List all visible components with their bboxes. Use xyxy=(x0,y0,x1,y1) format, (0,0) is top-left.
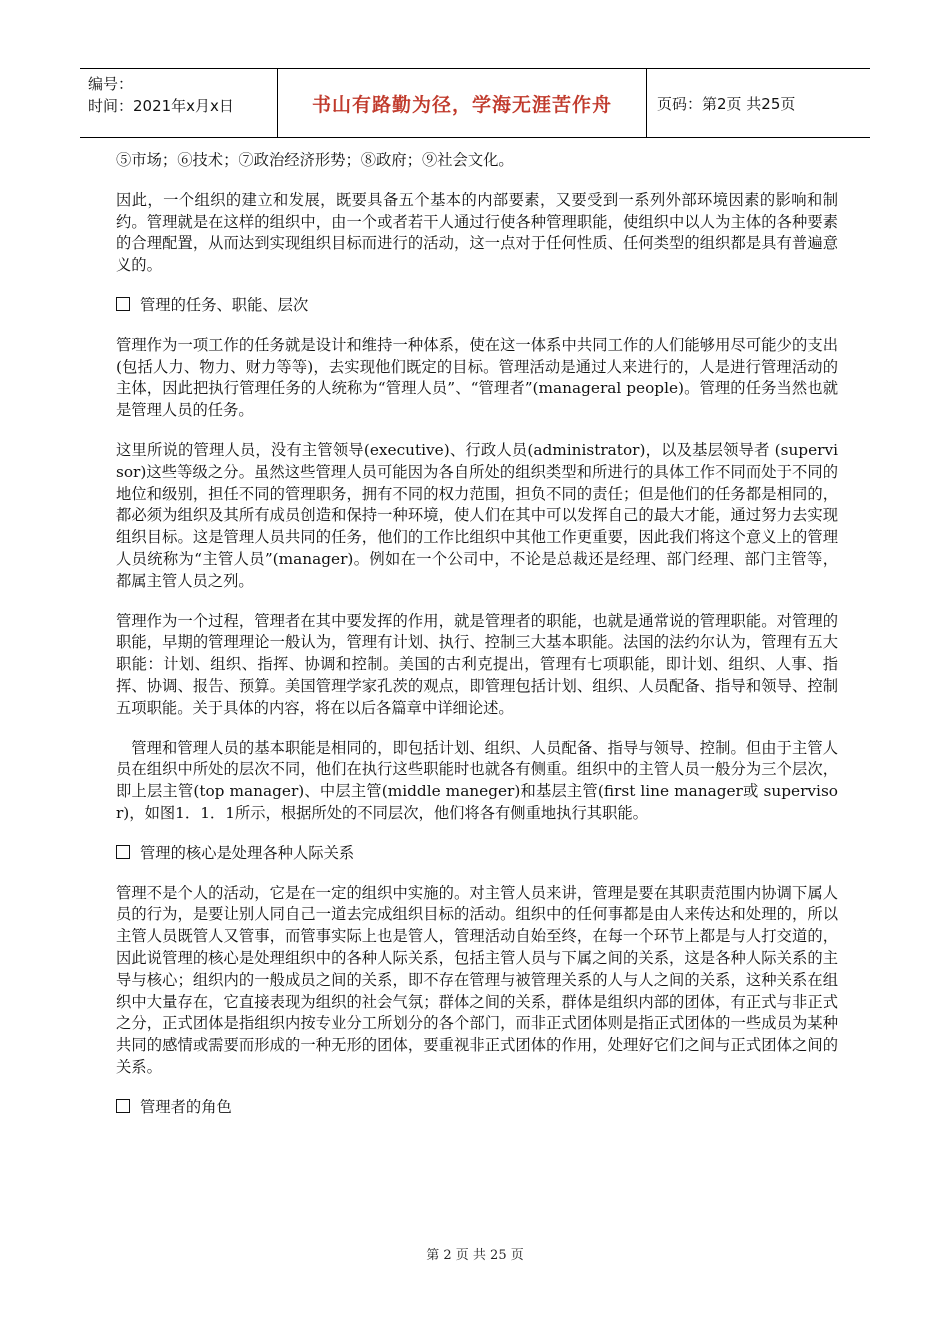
checkbox-square-icon xyxy=(116,1099,130,1113)
paragraph: ⑤市场；⑥技术；⑦政治经济形势；⑧政府；⑨社会文化。 xyxy=(116,151,514,169)
header-motto: 书山有路勤为径，学海无涯苦作舟 xyxy=(277,69,647,137)
header-page-info: 页码：第2页 共25页 xyxy=(657,94,796,113)
paragraph: 管理作为一项工作的任务就是设计和维持一种体系，使在这一体系中共同工作的人们能够用尽可能少的支出(包括人力、物力、财力等等)，去实现他们既定的目标。管理活动是通过人来进行的，人是进行管理活动的主体，因此把执行管理任务的人统称为“管理人员”、“管理者”(manageral people)。管理的任务当然也就是管理人员的任务。 xyxy=(116,335,838,420)
header-meta xyxy=(80,69,277,137)
paragraph: 管理作为一个过程，管理者在其中要发挥的作用，就是管理者的职能，也就是通常说的管理职能。对管理的职能，早期的管理理论一般认为，管理有计划、执行、控制三大基本职能。法国的法约尔认为，管理有五大职能：计划、组织、指挥、协调和控制。美国的古利克提出，管理有七项职能，即计划、组织、人事、指挥、协调、报告、预算。美国管理学家孔茨的观点，即管理包括计划、组织、人员配备、指导和领导、控制五项职能。关于具体的内容，将在以后各篇章中详细论述。 xyxy=(116,611,838,717)
section-heading xyxy=(116,1097,838,1119)
paragraph: 这里所说的管理人员，没有主管领导(executive)、行政人员(administrator)，以及基层领导者 (supervisor)这些等级之分。虽然这些管理人员可能因为各自所处的组织类型和所进行的具体工作不同而处于不同的地位和级别，担任不同的管理职务，拥有不同的权力范围，担负不同的责任；但是他们的任务都是相同的，都必须为组织及其所有成员创造和保持一种环境，使人们在其中可以发挥自己的最大才能，通过努力去实现组织目标。这是管理人员共同的任务，他们的工作比组织中其他工作更重要，因此我们将这个意义上的管理人员统称为“主管人员”(manager)。例如在一个公司中，不论是总裁还是经理、部门经理、部门主管等，都属主管人员之列。 xyxy=(116,440,838,590)
document-number: 编号： xyxy=(88,75,134,93)
page-header xyxy=(80,68,870,138)
section-heading-text: 管理的任务、职能、层次 xyxy=(140,295,309,314)
page-footer: 第 2 页 共 25 页 xyxy=(426,1248,524,1263)
document-date: 时间：2021年x月x日 xyxy=(88,97,234,115)
section-heading-text: 管理的核心是处理各种人际关系 xyxy=(140,843,355,862)
checkbox-square-icon xyxy=(116,845,130,859)
paragraph: 管理不是个人的活动，它是在一定的组织中实施的。对主管人员来讲，管理是要在其职责范围内协调下属人员的行为，是要让别人同自己一道去完成组织目标的活动。组织中的任何事都是由人来传达和处理的，所以主管人员既管人又管事，而管事实际上也是管人，管理活动自始至终，在每一个环节上都是与人打交道的，因此说管理的核心是处理组织中的各种人际关系，包括主管人员与下属之间的关系，这是各种人际关系的主导与核心；组织内的一般成员之间的关系，即不存在管理与被管理关系的人与人之间的关系，这种关系在组织中大量存在，它直接表现为组织的社会气氛；群体之间的关系，群体是组织内部的团体，有正式与非正式之分，正式团体是指组织内按专业分工所划分的各个部门，而非正式团体则是指正式团体的一些成员为某种共同的感情或需要而形成的一种无形的团体，要重视非正式团体的作用，处理好它们之间与正式团体之间的关系。 xyxy=(116,883,838,1076)
section-heading-text: 管理者的角色 xyxy=(140,1097,232,1116)
section-heading xyxy=(116,843,838,865)
section-heading xyxy=(116,295,838,317)
checkbox-square-icon xyxy=(116,297,130,311)
paragraph: 管理和管理人员的基本职能是相同的，即包括计划、组织、人员配备、指导与领导、控制。但由于主管人员在组织中所处的层次不同，他们在执行这些职能时也就各有侧重。组织中的主管人员一般分为三个层次，即上层主管(top manager)、中层主管(middle maneger)和基层主管(first line manager或 supervisor)，如图1．1．1所示，根据所处的不同层次，他们将各有侧重地执行其职能。 xyxy=(116,738,838,822)
paragraph: 因此，一个组织的建立和发展，既要具备五个基本的内部要素，又要受到一系列外部环境因素的影响和制约。管理就是在这样的组织中，由一个或者若干人通过行使各种管理职能，使组织中以人为主体的各种要素的合理配置，从而达到实现组织目标而进行的活动，这一点对于任何性质、任何类型的组织都是具有普遍意义的。 xyxy=(116,190,838,275)
document-body xyxy=(116,150,838,1136)
